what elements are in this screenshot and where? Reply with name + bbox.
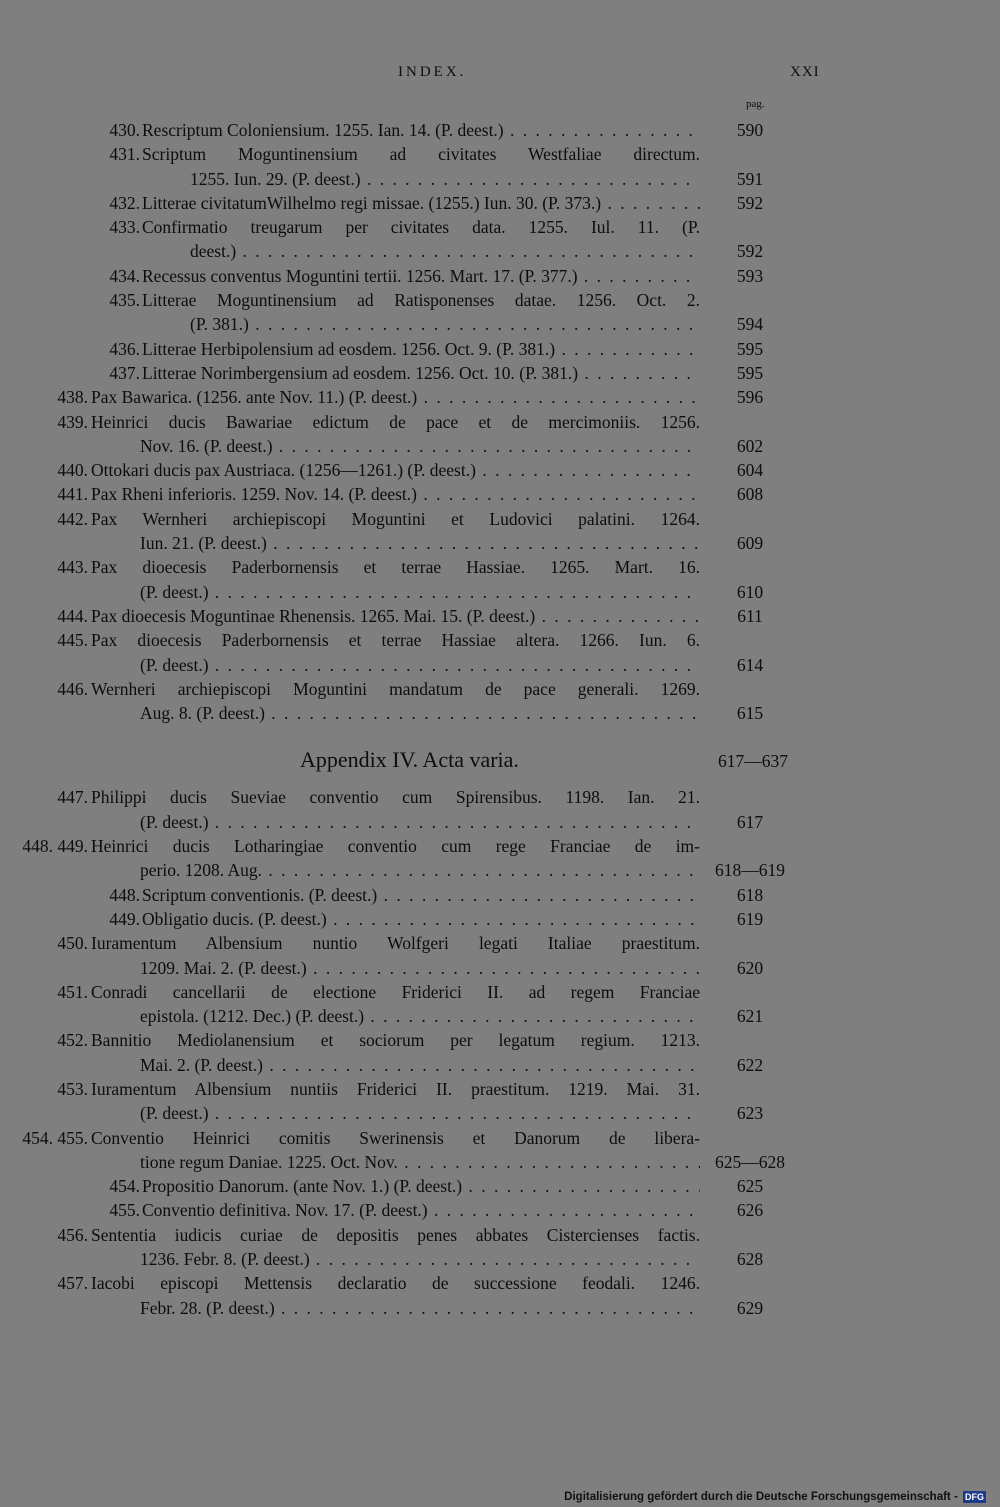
entry-number: 457. [57, 1273, 88, 1294]
index-entry [0, 1028, 1000, 1077]
entry-line [0, 1150, 1000, 1174]
entry-text: Sententia iudicis curiae de depositis penes abbates Cistercienses factis. [91, 1224, 700, 1245]
entry-line [0, 1223, 1000, 1247]
entry-text: (P. deest.) . . . [140, 810, 700, 834]
entry-text: (P. deest.) . . . [140, 1101, 700, 1125]
entry-number: 430. [109, 120, 140, 140]
index-entry [0, 288, 1000, 337]
dfg-logo: DFG [965, 1491, 984, 1502]
entry-page: 625 [736, 1176, 764, 1197]
entry-number: 436. [109, 338, 140, 359]
entry-text: 1209. Mai. 2. (P. deest.) . . . [140, 956, 700, 980]
entry-line [0, 264, 1000, 288]
entry-line [0, 604, 1000, 628]
entry-text: Pax Rheni inferioris. 1259. Nov. 14. (P. deest.) . . . [91, 482, 700, 506]
index-entry [0, 785, 1000, 834]
entry-number: 448. [109, 884, 140, 905]
entry-line [0, 482, 1000, 506]
index-entry [0, 1077, 1000, 1126]
entry-line [0, 785, 1000, 809]
entry-line [0, 555, 1000, 579]
entry-text: Heinrici ducis Lotharingiae conventio cum rege Franciae de im- [91, 836, 700, 857]
entry-line [0, 1004, 1000, 1028]
entry-line [0, 1247, 1000, 1271]
dfg-footer-text: Digitalisierung gefördert durch die Deutsche Forschungsgemeinschaft - [564, 1491, 958, 1503]
entry-number: 445. [57, 630, 88, 651]
index-entry [0, 385, 1000, 409]
entry-page: 625—628 [715, 1151, 785, 1172]
entry-text: Iuramentum Albensium nuntio Wolfgeri legati Italiae praestitum. [91, 933, 700, 954]
entry-page: 614 [736, 654, 764, 675]
entry-line [0, 1198, 1000, 1222]
entry-line [0, 858, 1000, 882]
entry-line [0, 288, 1000, 312]
entry-page: 621 [736, 1006, 764, 1027]
entry-line [0, 337, 1000, 361]
index-entry [0, 883, 1000, 907]
entry-page: 611 [737, 605, 763, 626]
entry-number: 456. [57, 1224, 88, 1245]
appendix-title: Appendix IV. Acta varia. [300, 747, 519, 773]
entry-line [0, 142, 1000, 166]
entry-number: 440. [57, 460, 88, 481]
entry-line [0, 1101, 1000, 1125]
index-entry [0, 118, 1000, 142]
index-list-after-appendix [0, 785, 1000, 1320]
entry-page: 622 [736, 1054, 764, 1075]
index-entry [0, 1174, 1000, 1198]
entry-page: 618 [736, 884, 764, 905]
entry-number: 439. [57, 411, 88, 432]
entry-text: epistola. (1212. Dec.) (P. deest.) . . . [140, 1004, 700, 1028]
entry-line [0, 931, 1000, 955]
entry-number: 454. 455. [22, 1127, 88, 1148]
index-entry [0, 264, 1000, 288]
entry-line [0, 1126, 1000, 1150]
index-entry [0, 931, 1000, 980]
pag-column-label: pag. [746, 98, 765, 110]
entry-text: Wernheri archiepiscopi Moguntini mandatum de pace generali. 1269. [91, 678, 700, 699]
index-entry [0, 1271, 1000, 1320]
entry-page: 615 [736, 703, 764, 724]
entry-line [0, 980, 1000, 1004]
index-entry [0, 337, 1000, 361]
index-entry [0, 980, 1000, 1029]
entry-number: 433. [109, 217, 140, 238]
entry-line [0, 410, 1000, 434]
dfg-footer [564, 1491, 986, 1503]
entry-line [0, 434, 1000, 458]
entry-line [0, 531, 1000, 555]
entry-text: Litterae Moguntinensium ad Ratisponenses datae. 1256. Oct. 2. [142, 290, 700, 311]
entry-page: 595 [736, 338, 764, 359]
entry-page: 619 [736, 908, 764, 929]
entry-text: Febr. 28. (P. deest.) . . . [140, 1296, 700, 1320]
entry-line [0, 628, 1000, 652]
entry-text: (P. 381.) . . . [190, 312, 700, 336]
index-entry [0, 604, 1000, 628]
entry-number: 443. [57, 557, 88, 578]
entry-line [0, 507, 1000, 531]
entry-number: 442. [57, 508, 88, 529]
entry-text: Scriptum conventionis. (P. deest.) . . . [142, 883, 700, 907]
entry-number: 449. [109, 908, 140, 929]
entry-number: 453. [57, 1078, 88, 1099]
entry-line [0, 385, 1000, 409]
index-entry [0, 482, 1000, 506]
entry-line [0, 580, 1000, 604]
entry-line [0, 215, 1000, 239]
entry-page: 590 [736, 120, 764, 140]
index-entry [0, 1198, 1000, 1222]
entry-page: 609 [736, 533, 764, 554]
entry-text: Ottokari ducis pax Austriaca. (1256—1261.) (P. deest.) . . . [91, 458, 700, 482]
index-list-before-appendix [0, 118, 1000, 725]
entry-text: Iuramentum Albensium nuntiis Friderici II. praestitum. 1219. Mai. 31. [91, 1078, 700, 1099]
entry-number: 451. [57, 981, 88, 1002]
entry-text: Litterae civitatumWilhelmo regi missae. (1255.) Iun. 30. (P. 373.) . . . [142, 191, 700, 215]
entry-page: 592 [736, 241, 764, 262]
entry-text: Recessus conventus Moguntini tertii. 1256. Mart. 17. (P. 377.) . . . [142, 264, 700, 288]
entry-line [0, 834, 1000, 858]
entry-text: Conventio Heinrici comitis Swerinensis et Danorum de libera- [91, 1127, 700, 1148]
entry-text: Pax dioecesis Paderbornensis et terrae Hassiae. 1265. Mart. 16. [91, 557, 700, 578]
entry-text: (P. deest.) . . . [140, 653, 700, 677]
entry-page: 604 [736, 460, 764, 481]
entry-line [0, 239, 1000, 263]
index-entry [0, 834, 1000, 883]
entry-line [0, 312, 1000, 336]
index-entry [0, 1223, 1000, 1272]
running-header-title: INDEX. [398, 64, 467, 80]
entry-text: Bannitio Mediolanensium et sociorum per legatum regium. 1213. [91, 1030, 700, 1051]
index-entry [0, 361, 1000, 385]
page-number: XXI [790, 64, 820, 80]
entry-text: Litterae Norimbergensium ad eosdem. 1256. Oct. 10. (P. 381.) . . . [142, 361, 700, 385]
entry-line [0, 361, 1000, 385]
index-entry [0, 191, 1000, 215]
entry-page: 593 [736, 265, 764, 286]
index-entry [0, 1126, 1000, 1175]
entry-number: 441. [57, 484, 88, 505]
entry-line [0, 1296, 1000, 1320]
entry-text: Pax Wernheri archiepiscopi Moguntini et Ludovici palatini. 1264. [91, 508, 700, 529]
entry-number: 431. [109, 144, 140, 165]
entry-number: 444. [57, 605, 88, 626]
entry-page: 596 [736, 387, 764, 408]
entry-text: Pax dioecesis Paderbornensis et terrae Hassiae altera. 1266. Iun. 6. [91, 630, 700, 651]
entry-number: 447. [57, 787, 88, 808]
entry-number: 448. 449. [22, 836, 88, 857]
entry-text: Heinrici ducis Bawariae edictum de pace et de mercimoniis. 1256. [91, 411, 700, 432]
entry-number: 446. [57, 678, 88, 699]
entry-text: Iun. 21. (P. deest.) . . . [140, 531, 700, 555]
entry-text: Iacobi episcopi Mettensis declaratio de successione feodali. 1246. [91, 1273, 700, 1294]
entry-text: Propositio Danorum. (ante Nov. 1.) (P. deest.) . . . [142, 1174, 700, 1198]
entry-number: 437. [109, 362, 140, 383]
entry-page: 618—619 [715, 860, 785, 881]
entry-line [0, 956, 1000, 980]
entry-text: 1255. Iun. 29. (P. deest.) . . . [190, 167, 700, 191]
entry-page: 626 [736, 1200, 764, 1221]
entry-text: Pax Bawarica. (1256. ante Nov. 11.) (P. deest.) . . . [91, 385, 700, 409]
entry-text: (P. deest.) . . . [140, 580, 700, 604]
entry-text: Nov. 16. (P. deest.) . . . [140, 434, 700, 458]
entry-number: 434. [109, 265, 140, 286]
entry-number: 438. [57, 387, 88, 408]
entry-page: 592 [736, 192, 764, 213]
entry-line [0, 1077, 1000, 1101]
entry-page: 629 [736, 1297, 764, 1318]
index-entry [0, 410, 1000, 459]
index-entry [0, 555, 1000, 604]
entry-text: perio. 1208. Aug. . . . [140, 858, 700, 882]
entry-text: 1236. Febr. 8. (P. deest.) . . . [140, 1247, 700, 1271]
entry-page: 620 [736, 957, 764, 978]
index-entry [0, 507, 1000, 556]
entry-line [0, 458, 1000, 482]
index-entry [0, 628, 1000, 677]
entry-text: Mai. 2. (P. deest.) . . . [140, 1053, 700, 1077]
entry-page: 595 [736, 362, 764, 383]
entry-page: 602 [736, 435, 764, 456]
entry-line [0, 1174, 1000, 1198]
entry-number: 435. [109, 290, 140, 311]
entry-line [0, 883, 1000, 907]
entry-line [0, 1053, 1000, 1077]
entry-page: 623 [736, 1103, 764, 1124]
entry-text: tione regum Daniae. 1225. Oct. Nov. . . . [140, 1150, 700, 1174]
entry-number: 454. [109, 1176, 140, 1197]
entry-page: 591 [736, 168, 764, 189]
entry-text: Conradi cancellarii de electione Friderici II. ad regem Franciae [91, 981, 700, 1002]
entry-line [0, 1271, 1000, 1295]
entry-page: 628 [736, 1249, 764, 1270]
entry-page: 594 [736, 314, 764, 335]
index-entry [0, 142, 1000, 191]
index-entry [0, 677, 1000, 726]
entry-line [0, 701, 1000, 725]
entry-text: Rescriptum Coloniensium. 1255. Ian. 14. (P. deest.) . . . [142, 118, 700, 142]
entry-text: Litterae Herbipolensium ad eosdem. 1256. Oct. 9. (P. 381.) . . . [142, 337, 700, 361]
index-entry [0, 215, 1000, 264]
entry-line [0, 907, 1000, 931]
entry-number: 432. [109, 192, 140, 213]
appendix-page-range: 617—637 [718, 751, 788, 772]
entry-line [0, 1028, 1000, 1052]
entry-line [0, 653, 1000, 677]
entry-text: Pax dioecesis Moguntinae Rhenensis. 1265. Mai. 15. (P. deest.) . . . [91, 604, 700, 628]
entry-text: Conventio definitiva. Nov. 17. (P. deest.) . . . [142, 1198, 700, 1222]
entry-number: 452. [57, 1030, 88, 1051]
entry-text: Philippi ducis Sueviae conventio cum Spirensibus. 1198. Ian. 21. [91, 787, 700, 808]
entry-page: 608 [736, 484, 764, 505]
entry-text: Confirmatio treugarum per civitates data. 1255. Iul. 11. (P. [142, 217, 700, 238]
entry-number: 455. [109, 1200, 140, 1221]
entry-line [0, 810, 1000, 834]
entry-text: Aug. 8. (P. deest.) . . . [140, 701, 700, 725]
index-entry [0, 907, 1000, 931]
entry-line [0, 191, 1000, 215]
entry-text: Scriptum Moguntinensium ad civitates Westfaliae directum. [142, 144, 700, 165]
entry-text: Obligatio ducis. (P. deest.) . . . [142, 907, 700, 931]
entry-page: 617 [736, 811, 764, 832]
entry-line [0, 677, 1000, 701]
entry-line [0, 118, 1000, 142]
entry-page: 610 [736, 581, 764, 602]
entry-line [0, 167, 1000, 191]
appendix-heading [0, 725, 1000, 785]
index-entry [0, 458, 1000, 482]
entry-text: deest.) . . . [190, 239, 700, 263]
index-entries [0, 118, 1000, 1320]
entry-number: 450. [57, 933, 88, 954]
